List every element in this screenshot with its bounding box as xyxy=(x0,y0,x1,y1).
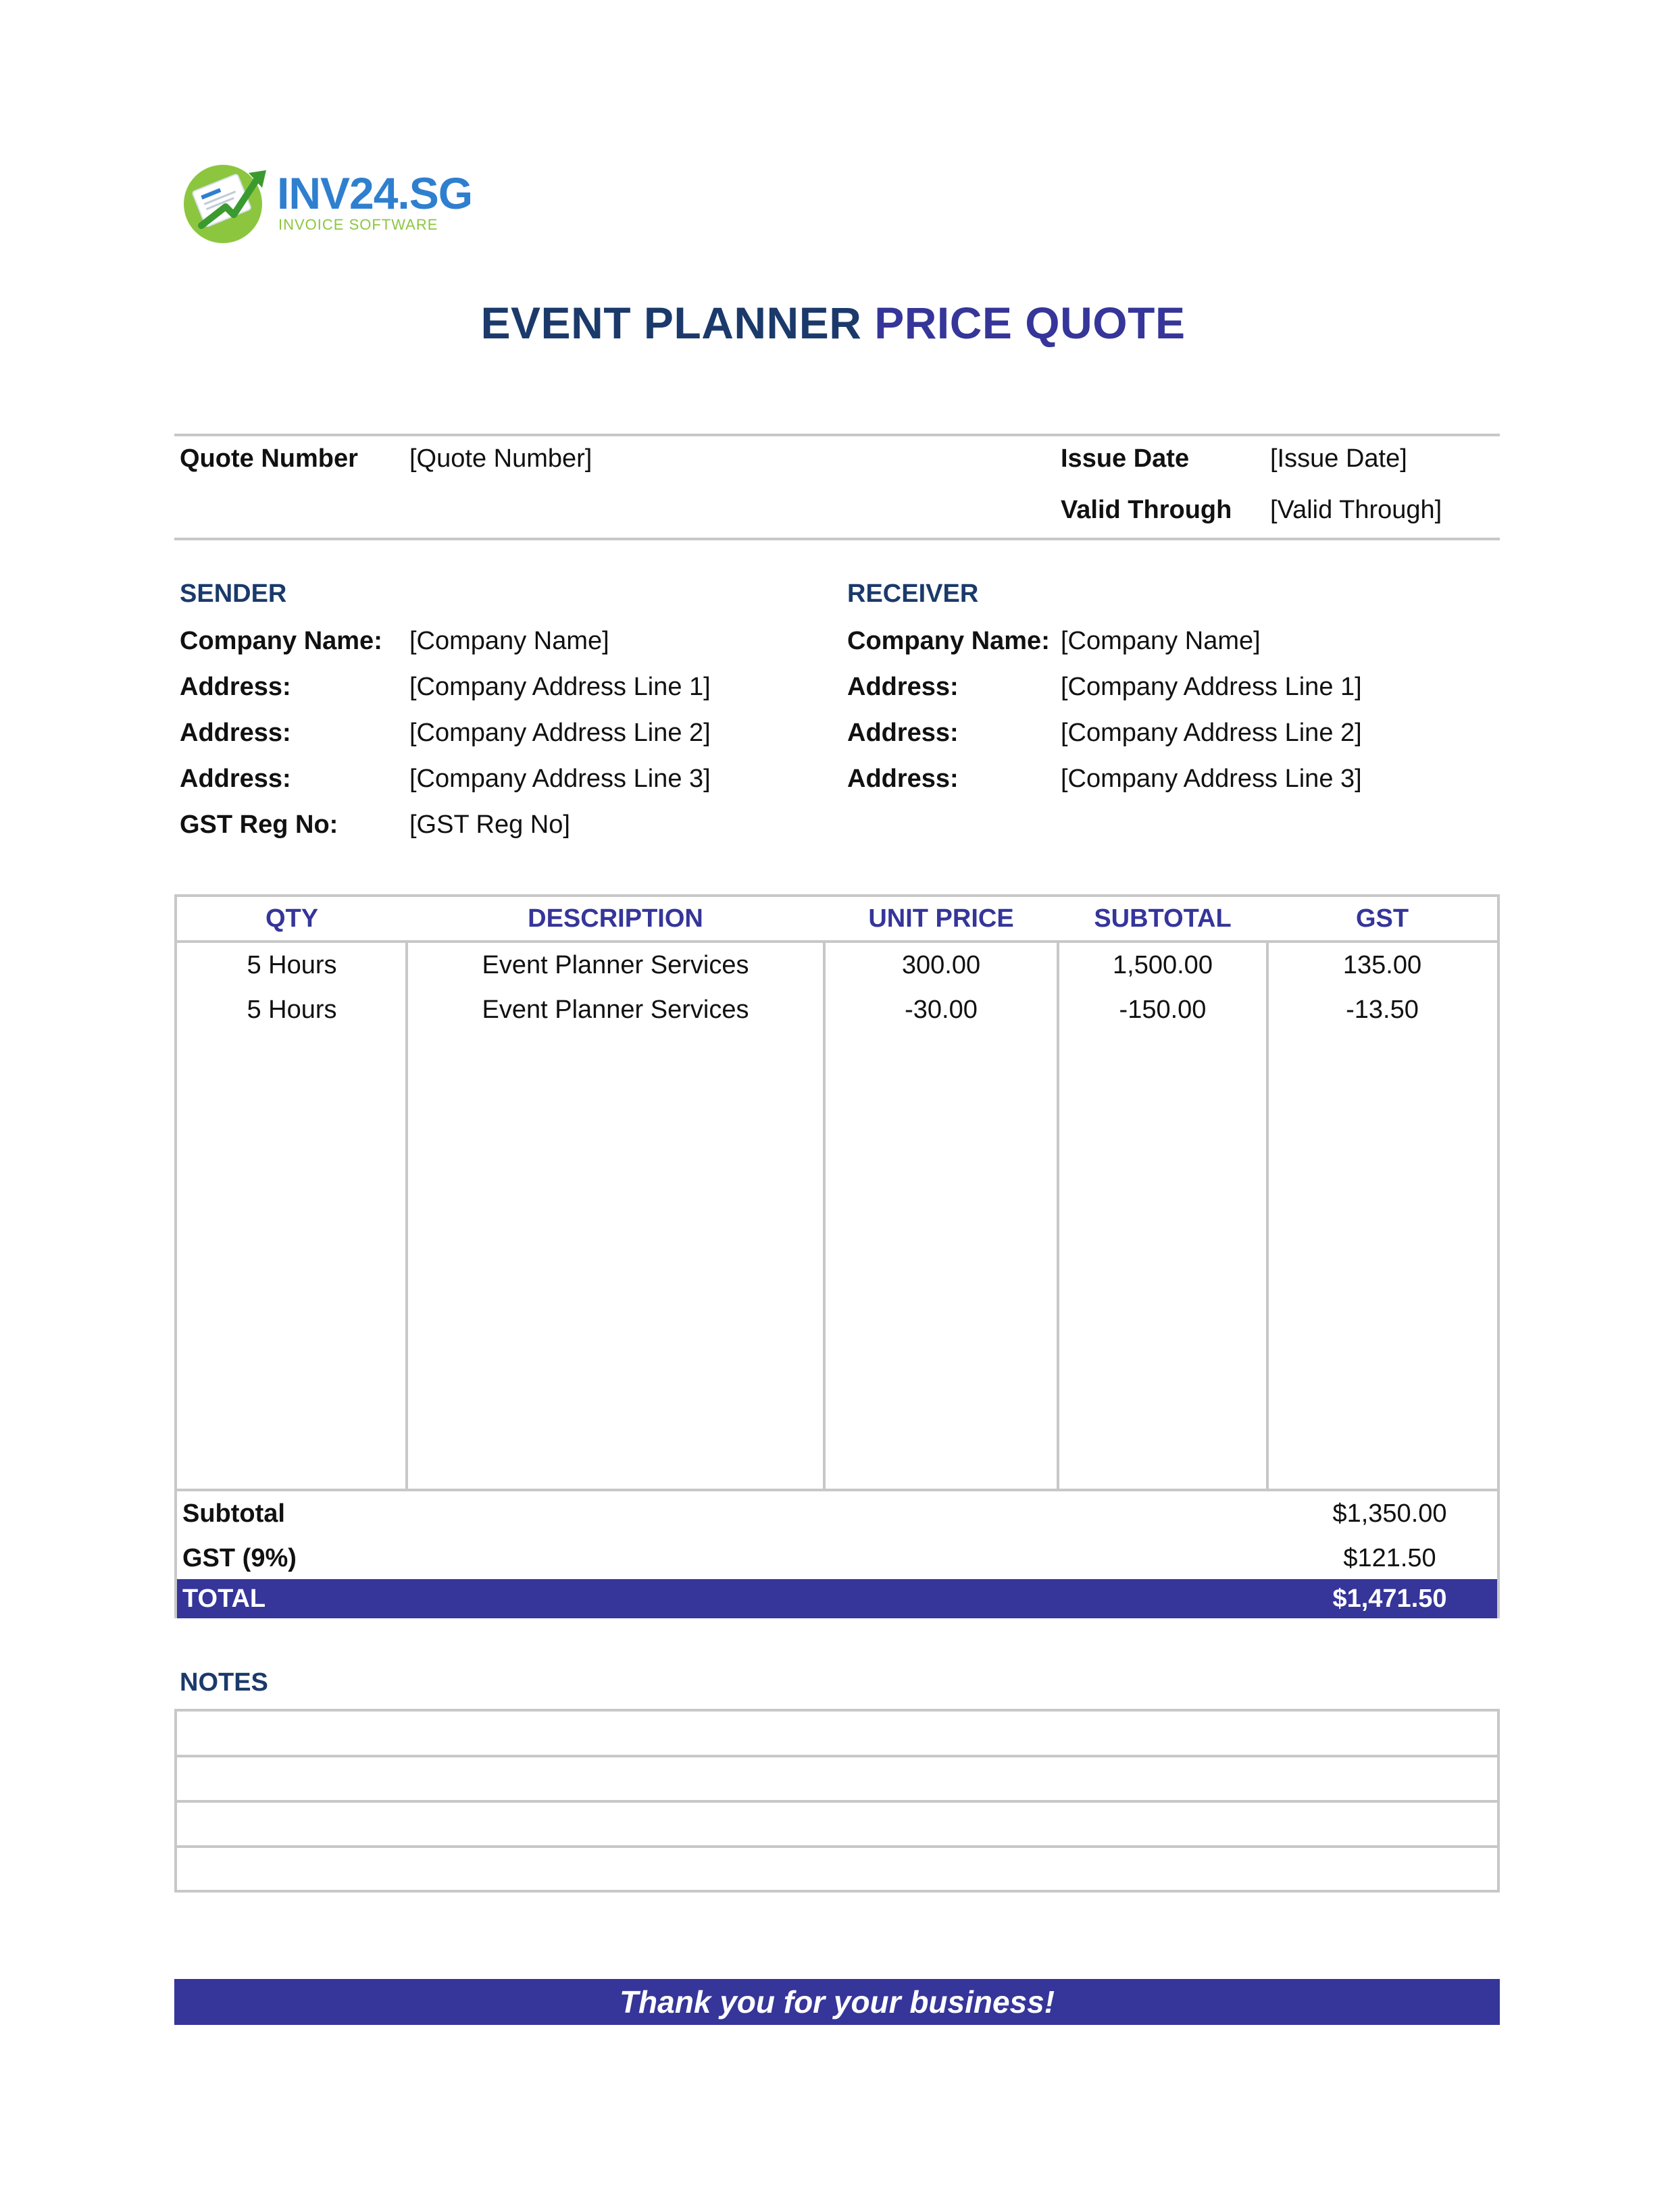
logo-emblem-icon xyxy=(181,153,276,247)
total-bar xyxy=(177,1579,1497,1618)
notes-heading: NOTES xyxy=(180,1668,268,1697)
table-header xyxy=(177,897,1497,943)
sender-address2-value: [Company Address Line 2] xyxy=(409,719,711,747)
thank-you-banner: Thank you for your business! xyxy=(174,1979,1500,2025)
company-logo xyxy=(181,153,473,247)
title-part-1: EVENT PLANNER xyxy=(480,298,862,348)
notes-line xyxy=(177,1845,1497,1848)
sender-gst-value: [GST Reg No] xyxy=(409,811,570,839)
valid-through-label: Valid Through xyxy=(1061,496,1232,524)
receiver-address1-value: [Company Address Line 1] xyxy=(1061,673,1362,701)
logo-brand: INV24.SG xyxy=(277,168,473,218)
quote-number-value: [Quote Number] xyxy=(409,444,592,473)
sender-address2-label: Address: xyxy=(180,719,291,747)
row1-unit-price: 300.00 xyxy=(901,951,981,979)
receiver-address3-value: [Company Address Line 3] xyxy=(1061,765,1362,793)
subtotal-value: $1,350.00 xyxy=(1332,1499,1447,1528)
row2-description: Event Planner Services xyxy=(482,996,749,1024)
subtotal-label: Subtotal xyxy=(182,1499,285,1528)
row2-qty: 5 Hours xyxy=(247,996,337,1024)
valid-through-value: [Valid Through] xyxy=(1270,496,1442,524)
row1-gst: 135.00 xyxy=(1342,951,1422,979)
row2-unit-price: -30.00 xyxy=(905,996,978,1024)
receiver-address1-label: Address: xyxy=(847,673,959,701)
sender-company-label: Company Name: xyxy=(180,627,382,655)
logo-tagline: INVOICE SOFTWARE xyxy=(278,216,438,233)
issue-date-label: Issue Date xyxy=(1061,444,1190,473)
sender-address1-label: Address: xyxy=(180,673,291,701)
total-value: $1,471.50 xyxy=(1332,1585,1447,1613)
items-table xyxy=(174,894,1500,1618)
header-unit-price: UNIT PRICE xyxy=(868,904,1014,933)
header-subtotal: SUBTOTAL xyxy=(1094,904,1232,933)
receiver-company-value: [Company Name] xyxy=(1061,627,1261,655)
total-label: TOTAL xyxy=(182,1585,266,1613)
sender-gst-label: GST Reg No: xyxy=(180,811,338,839)
receiver-address2-label: Address: xyxy=(847,719,959,747)
sender-address3-value: [Company Address Line 3] xyxy=(409,765,711,793)
issue-date-value: [Issue Date] xyxy=(1270,444,1407,473)
divider-bottom xyxy=(174,538,1500,540)
receiver-address2-value: [Company Address Line 2] xyxy=(1061,719,1362,747)
page-title xyxy=(0,297,1666,349)
receiver-heading: RECEIVER xyxy=(847,580,979,608)
notes-line xyxy=(177,1800,1497,1803)
sender-address1-value: [Company Address Line 1] xyxy=(409,673,711,701)
divider-top xyxy=(174,434,1500,436)
title-part-2: PRICE QUOTE xyxy=(874,298,1186,348)
row2-subtotal: -150.00 xyxy=(1119,996,1207,1024)
receiver-company-label: Company Name: xyxy=(847,627,1050,655)
sender-company-value: [Company Name] xyxy=(409,627,609,655)
notes-box xyxy=(174,1709,1500,1893)
notes-line xyxy=(177,1755,1497,1757)
gst-label: GST (9%) xyxy=(182,1544,297,1572)
row1-subtotal: 1,500.00 xyxy=(1113,951,1213,979)
header-gst: GST xyxy=(1355,904,1409,933)
gst-value: $121.50 xyxy=(1343,1544,1436,1572)
sender-heading: SENDER xyxy=(180,580,287,608)
header-qty: QTY xyxy=(265,904,319,933)
row1-qty: 5 Hours xyxy=(247,951,337,979)
sender-address3-label: Address: xyxy=(180,765,291,793)
header-description: DESCRIPTION xyxy=(528,904,703,933)
row2-gst: -13.50 xyxy=(1346,996,1419,1024)
receiver-address3-label: Address: xyxy=(847,765,959,793)
row1-description: Event Planner Services xyxy=(482,951,749,979)
quote-number-label: Quote Number xyxy=(180,444,358,473)
